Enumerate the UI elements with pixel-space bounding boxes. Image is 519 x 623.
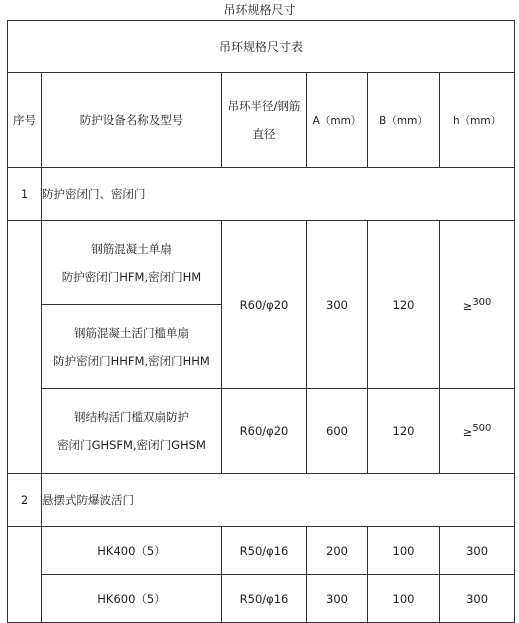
device-name-line2: 防护密闭门HHFM,密闭门HHM (53, 353, 210, 368)
b-cell: 120 (368, 389, 440, 474)
h-symbol: ≥ (462, 424, 473, 439)
b-cell: 100 (368, 575, 440, 623)
header-radius-line1: 吊环半径/钢筋 (227, 99, 301, 113)
device-name-line2: 密闭门GHSFM,密闭门GHSM (57, 438, 206, 452)
header-a: A（mm） (307, 73, 368, 168)
a-cell: 300 (307, 221, 368, 389)
table-row (8, 575, 515, 623)
radius-cell: R60/φ20 (222, 389, 307, 474)
empty-cell (8, 527, 42, 623)
radius-cell: R60/φ20 (222, 221, 307, 389)
device-name-line1: 钢筋混凝土活门槛单扇 (74, 325, 189, 340)
header-radius-line2: 直径 (252, 127, 276, 141)
table-caption: 吊环规格尺寸表 (8, 21, 515, 73)
section-no: 1 (8, 168, 42, 221)
section-row (8, 168, 515, 221)
section-no: 2 (8, 474, 42, 527)
section-title: 防护密闭门、密闭门 (42, 168, 515, 221)
section-row (8, 474, 515, 527)
header-h: h（mm） (440, 73, 515, 168)
h-cell: 300 (440, 575, 515, 623)
device-name-cell (42, 221, 222, 305)
device-name-cell (42, 389, 222, 474)
radius-cell: R50/φ16 (222, 575, 307, 623)
radius-cell: R50/φ16 (222, 527, 307, 575)
h-cell: 300 (440, 527, 515, 575)
device-name-line2: 防护密闭门HFM,密闭门HM (61, 269, 202, 284)
header-name: 防护设备名称及型号 (42, 73, 222, 168)
model-cell: HK400（5） (42, 527, 222, 575)
model-cell: HK600（5） (42, 575, 222, 623)
h-value: 500 (472, 423, 492, 435)
header-row (8, 73, 515, 168)
header-radius (222, 73, 307, 168)
h-cell (440, 221, 515, 389)
spec-table (7, 20, 515, 623)
document-title: 吊环规格尺寸 (223, 3, 296, 17)
b-cell: 100 (368, 527, 440, 575)
device-name-line1: 钢结构活门槛双扇防护 (74, 410, 189, 424)
header-b: B（mm） (368, 73, 440, 168)
device-name-line1: 钢筋混凝土单扇 (91, 241, 172, 256)
table-row (8, 221, 515, 305)
header-no: 序号 (8, 73, 42, 168)
h-cell (440, 389, 515, 474)
a-cell: 600 (307, 389, 368, 474)
device-name-cell (42, 305, 222, 389)
table-row (8, 527, 515, 575)
h-value: 300 (472, 296, 492, 308)
a-cell: 200 (307, 527, 368, 575)
b-cell: 120 (368, 221, 440, 389)
table-row (8, 389, 515, 474)
empty-cell (8, 221, 42, 474)
a-cell: 300 (307, 575, 368, 623)
h-symbol: ≥ (462, 298, 473, 313)
section-title: 悬摆式防爆波活门 (42, 474, 515, 527)
